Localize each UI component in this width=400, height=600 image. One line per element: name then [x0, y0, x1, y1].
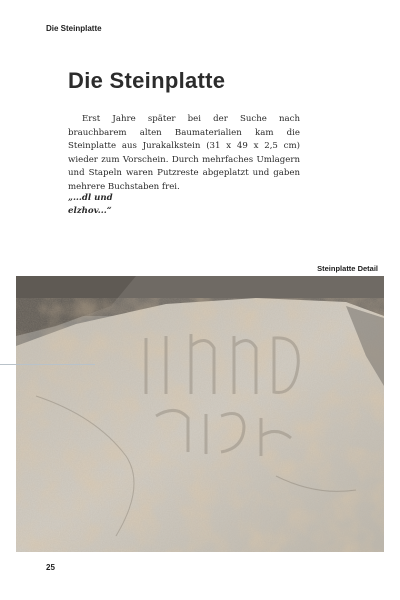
quote-line-2: elzhov...“: [68, 205, 112, 216]
body-paragraph: Erst Jahre später bei der Suche nach brauchbarem alten Baumaterialien kam die Steinplatte aus Jurakalkstein (31 x 49 x 2,5 cm) wieder zum Vorschein. Durch mehrfaches Umlagern und Stapeln waren Putzreste abgeplatzt und gaben mehrere Buchstaben frei.: [68, 114, 300, 192]
callout-leader-line: [0, 364, 95, 365]
page-number: 25: [46, 563, 55, 572]
figure-caption: Steinplatte Detail: [317, 264, 378, 273]
inscription-quote: [68, 192, 113, 217]
page-title: Die Steinplatte: [68, 68, 226, 93]
running-head: Die Steinplatte: [46, 24, 102, 33]
quote-line-1: „...dl und: [68, 193, 113, 203]
stone-slab-photo: [16, 276, 384, 552]
